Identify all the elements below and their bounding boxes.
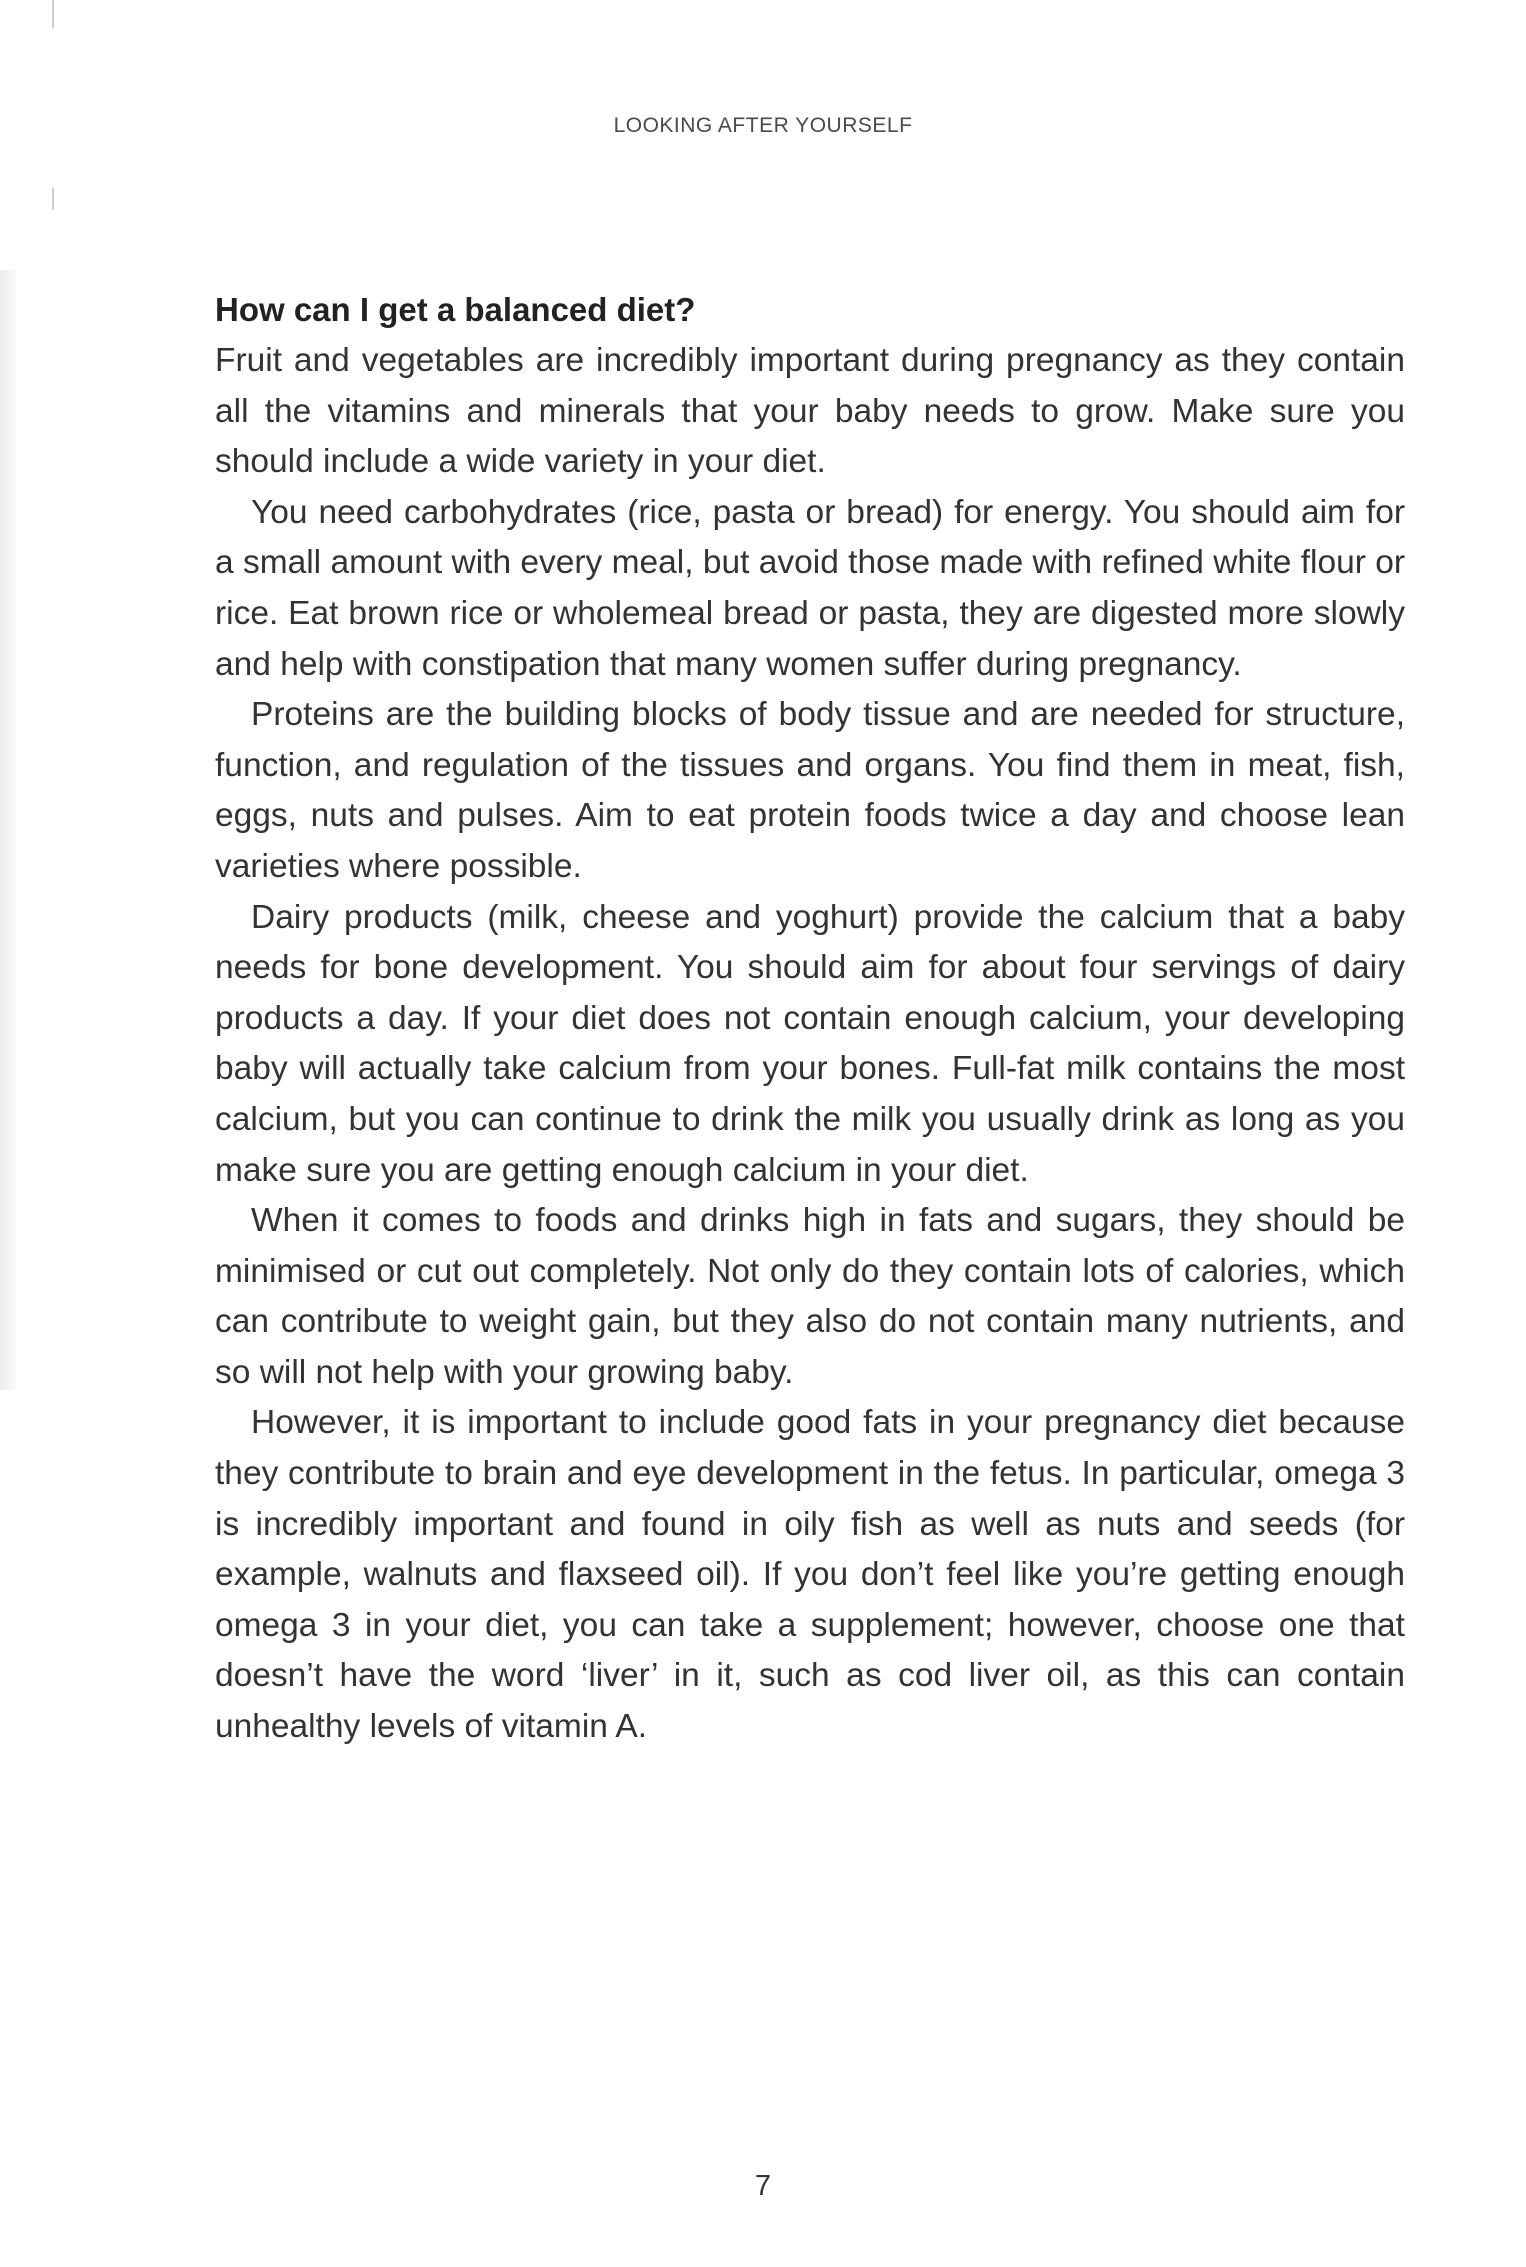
paragraph: Dairy products (milk, cheese and yoghurt) provide the calcium that a baby needs for bone development. You should aim for about four servings of dairy products a day. If your diet does not contain enough calcium, your developing baby will actually take calcium from your bones. Full-fat milk contains the most calcium, but you can continue to drink the milk you usually drink as long as you make sure you are getting enough calcium in your diet. xyxy=(215,898,1405,1189)
page-number: 7 xyxy=(754,2170,772,2202)
scan-mark xyxy=(52,188,54,210)
section-heading: How can I get a balanced diet? xyxy=(215,291,696,328)
paragraph: You need carbohydrates (rice, pasta or bread) for energy. You should aim for a small amount with every meal, but avoid those made with refined white flour or rice. Eat brown rice or wholemeal bread or pasta, they are digested more slowly and help with constipation that many women suffer during pregnancy. xyxy=(215,493,1405,683)
running-header: LOOKING AFTER YOURSELF xyxy=(613,114,913,137)
paragraph: Fruit and vegetables are incredibly important during pregnancy as they contain all the vitamins and minerals that your baby needs to grow. Make sure you should include a wide variety in your diet. xyxy=(215,342,1405,481)
scan-shadow xyxy=(0,270,16,1390)
paragraph: When it comes to foods and drinks high in fats and sugars, they should be minimised or cut out completely. Not only do they contain lots of calories, which can contribute to weight gain, but they also do not contain many nutrients, and so will not help with your growing baby. xyxy=(215,1202,1405,1391)
paragraph: However, it is important to include good fats in your pregnancy diet because they contribute to brain and eye development in the fetus. In particular, omega 3 is incredibly important and found in oily fish as well as nuts and seeds (for example, walnuts and flaxseed oil). If you don’t feel like you’re getting enough omega 3 in your diet, you can take a supplement; however, choose one that doesn’t have the word ‘liver’ in it, such as cod liver oil, as this can contain unhealthy levels of vitamin A. xyxy=(215,1404,1405,1746)
paragraph: Proteins are the building blocks of body tissue and are needed for structure, function, and regulation of the tissues and organs. You find them in meat, fish, eggs, nuts and pulses. Aim to eat protein foods twice a day and choose lean varieties where possible. xyxy=(215,696,1405,885)
scan-mark xyxy=(52,0,54,28)
main-content xyxy=(215,287,1405,1753)
